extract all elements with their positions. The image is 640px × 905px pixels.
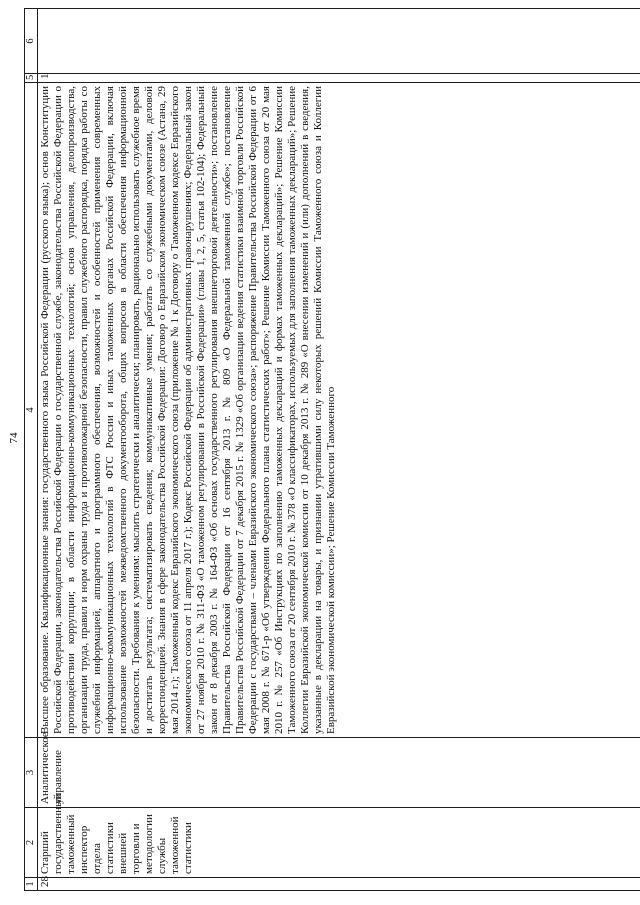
column-number-row <box>25 9 38 891</box>
requirements-table <box>24 8 640 891</box>
column-number: 6 <box>25 9 38 74</box>
column-number: 5 <box>25 74 38 83</box>
table-row <box>38 9 640 891</box>
position-title: Старший государственный таможенный инспектор отдела статистики внешней торговли и методологии службы таможенной статистики <box>38 808 640 878</box>
qualification-requirements: Высшее образование. Квалификационные знания: государственного языка Российской Федерации (русского языка); основ Конституции Российской Федерации, законодательства Российской Федерации о государственной службе, законодательства Российской Федерации о противодействии коррупции; в области информационно-коммуникационных технологий; основ управления, делопроизводства, организации труда, правил и норм охраны труда и противопожарной безопасности, правил служебного распорядка, порядка работы со служебной информацией, аппаратного и программного обеспечения, возможностей и особенностей применения современных информационно-коммуникационных технологий в ФТС России и иных таможенных органах Российской Федерации, включая использование возможностей межведомственного документооборота, общих вопросов в области обеспечения информационной безопасности. Требования к умениям: мыслить стратегически и аналитически; планировать, рационально использовать служебное время и достигать результата; систематизировать сведения; коммуникативные умения; работать со служебными документами, деловой корреспонденцией. Знания в сфере законодательства Российской Федерации: Договор о Евразийском экономическом союзе (Астана, 29 мая 2014 г.); Таможенный кодекс Евразийского экономического союза (приложение № 1 к Договору о Таможенном кодексе Евразийского экономического союза от 11 апреля 2017 г.); Кодекс Российской Федерации об административных правонарушениях; Федеральный закон от 27 ноября 2010 г. № 311-ФЗ «О таможенном регулировании в Российской Федерации» (главы 1, 2, 5, статья 102-104); Федеральный закон от 8 декабря 2003 г. № 164-ФЗ «Об основах государственного регулирования внешнеторговой деятельности»; постановление Правительства Российской Федерации от 16 сентября 2013 г. № 809 «О Федеральной таможенной службе»; постановление Правительства Российской Федерации от 7 декабря 2015 г. № 1329 «Об организации ведения статистики взаимной торговли Российской Федерации с государствами – членами Евразийского экономического союза»; распоряжение Правительства Российской Федерации от 6 мая 2008 г. № 671-р «Об утверждении Федерального плана статистических работ»; Решение Комиссии Таможенного союза от 20 мая 2010 г. № 257 «Об Инструкциях по заполнению таможенных деклараций и формах таможенных деклараций»; Решение Комиссии Таможенного союза от 20 сентября 2010 г. № 378 «О классификаторах, используемых для заполнения таможенных деклараций»; Решение Коллегии Евразийской экономической комиссии от 10 декабря 2013 г. № 289 «О внесении изменений и (или) дополнений в сведения, указанные в декларации на товары, и признании утратившими силу некоторых решений Комиссии Таможенного союза и Коллегии Евразийской экономической комиссии»; Решение Комиссии Таможенного <box>38 83 640 738</box>
column-number: 4 <box>25 83 38 738</box>
department-name: Аналитическое управление <box>38 738 640 808</box>
column-5-value: 1 <box>38 74 640 83</box>
row-number: 28 <box>38 878 640 891</box>
column-number: 3 <box>25 738 38 808</box>
page-number: 74 <box>8 432 20 444</box>
column-number: 1 <box>25 878 38 891</box>
column-number: 2 <box>25 808 38 878</box>
column-6-value <box>38 9 640 74</box>
